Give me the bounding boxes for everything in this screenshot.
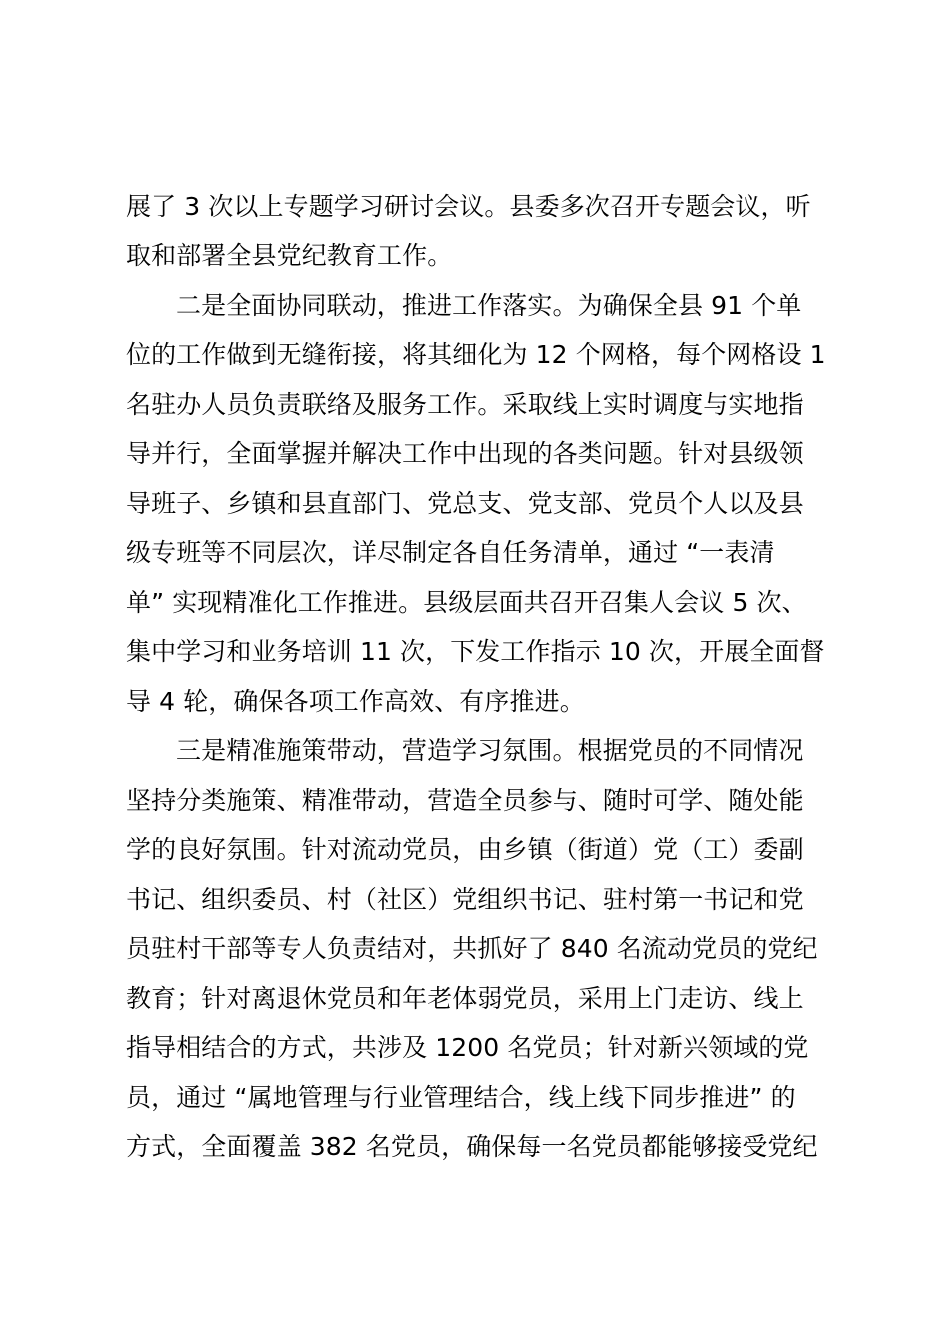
paragraph-start-line: 二是全面协同联动，推进工作落实。为确保全县 91 个单 (176, 291, 802, 320)
text-line: 坚持分类施策、精准带动，营造全员参与、随时可学、随处能 (126, 786, 804, 815)
text-line: 展了 3 次以上专题学习研讨会议。县委多次召开专题会议，听 (126, 192, 811, 221)
text-line: 名驻办人员负责联络及服务工作。采取线上实时调度与实地指 (126, 390, 804, 419)
text-line: 导 4 轮，确保各项工作高效、有序推进。 (126, 687, 585, 716)
text-line: 取和部署全县党纪教育工作。 (126, 241, 453, 270)
text-line: 学的良好氛围。针对流动党员，由乡镇（街道）党（工）委副 (126, 835, 804, 864)
text-line: 位的工作做到无缝衔接，将其细化为 12 个网格，每个网格设 1 (126, 340, 826, 369)
text-line: 集中学习和业务培训 11 次，下发工作指示 10 次，开展全面督 (126, 637, 825, 666)
text-line: 书记、组织委员、村（社区）党组织书记、驻村第一书记和党 (126, 885, 804, 914)
text-line: 教育；针对离退休党员和年老体弱党员，采用上门走访、线上 (126, 984, 804, 1013)
text-line: 级专班等不同层次，详尽制定各自任务清单，通过 “一表清 (126, 538, 775, 567)
text-line: 员驻村干部等专人负责结对，共抓好了 840 名流动党员的党纪 (126, 934, 818, 963)
paragraph-start-line: 三是精准施策带动，营造学习氛围。根据党员的不同情况 (176, 736, 804, 765)
text-line: 导并行，全面掌握并解决工作中出现的各类问题。针对县级领 (126, 439, 804, 468)
text-line: 指导相结合的方式，共涉及 1200 名党员；针对新兴领域的党 (126, 1033, 809, 1062)
text-line: 方式，全面覆盖 382 名党员，确保每一名党员都能够接受党纪 (126, 1132, 818, 1161)
text-line: 单” 实现精准化工作推进。县级层面共召开召集人会议 5 次、 (126, 588, 807, 617)
text-line: 导班子、乡镇和县直部门、党总支、党支部、党员个人以及县 (126, 489, 804, 518)
text-line: 员，通过 “属地管理与行业管理结合，线上线下同步推进” 的 (126, 1083, 796, 1112)
